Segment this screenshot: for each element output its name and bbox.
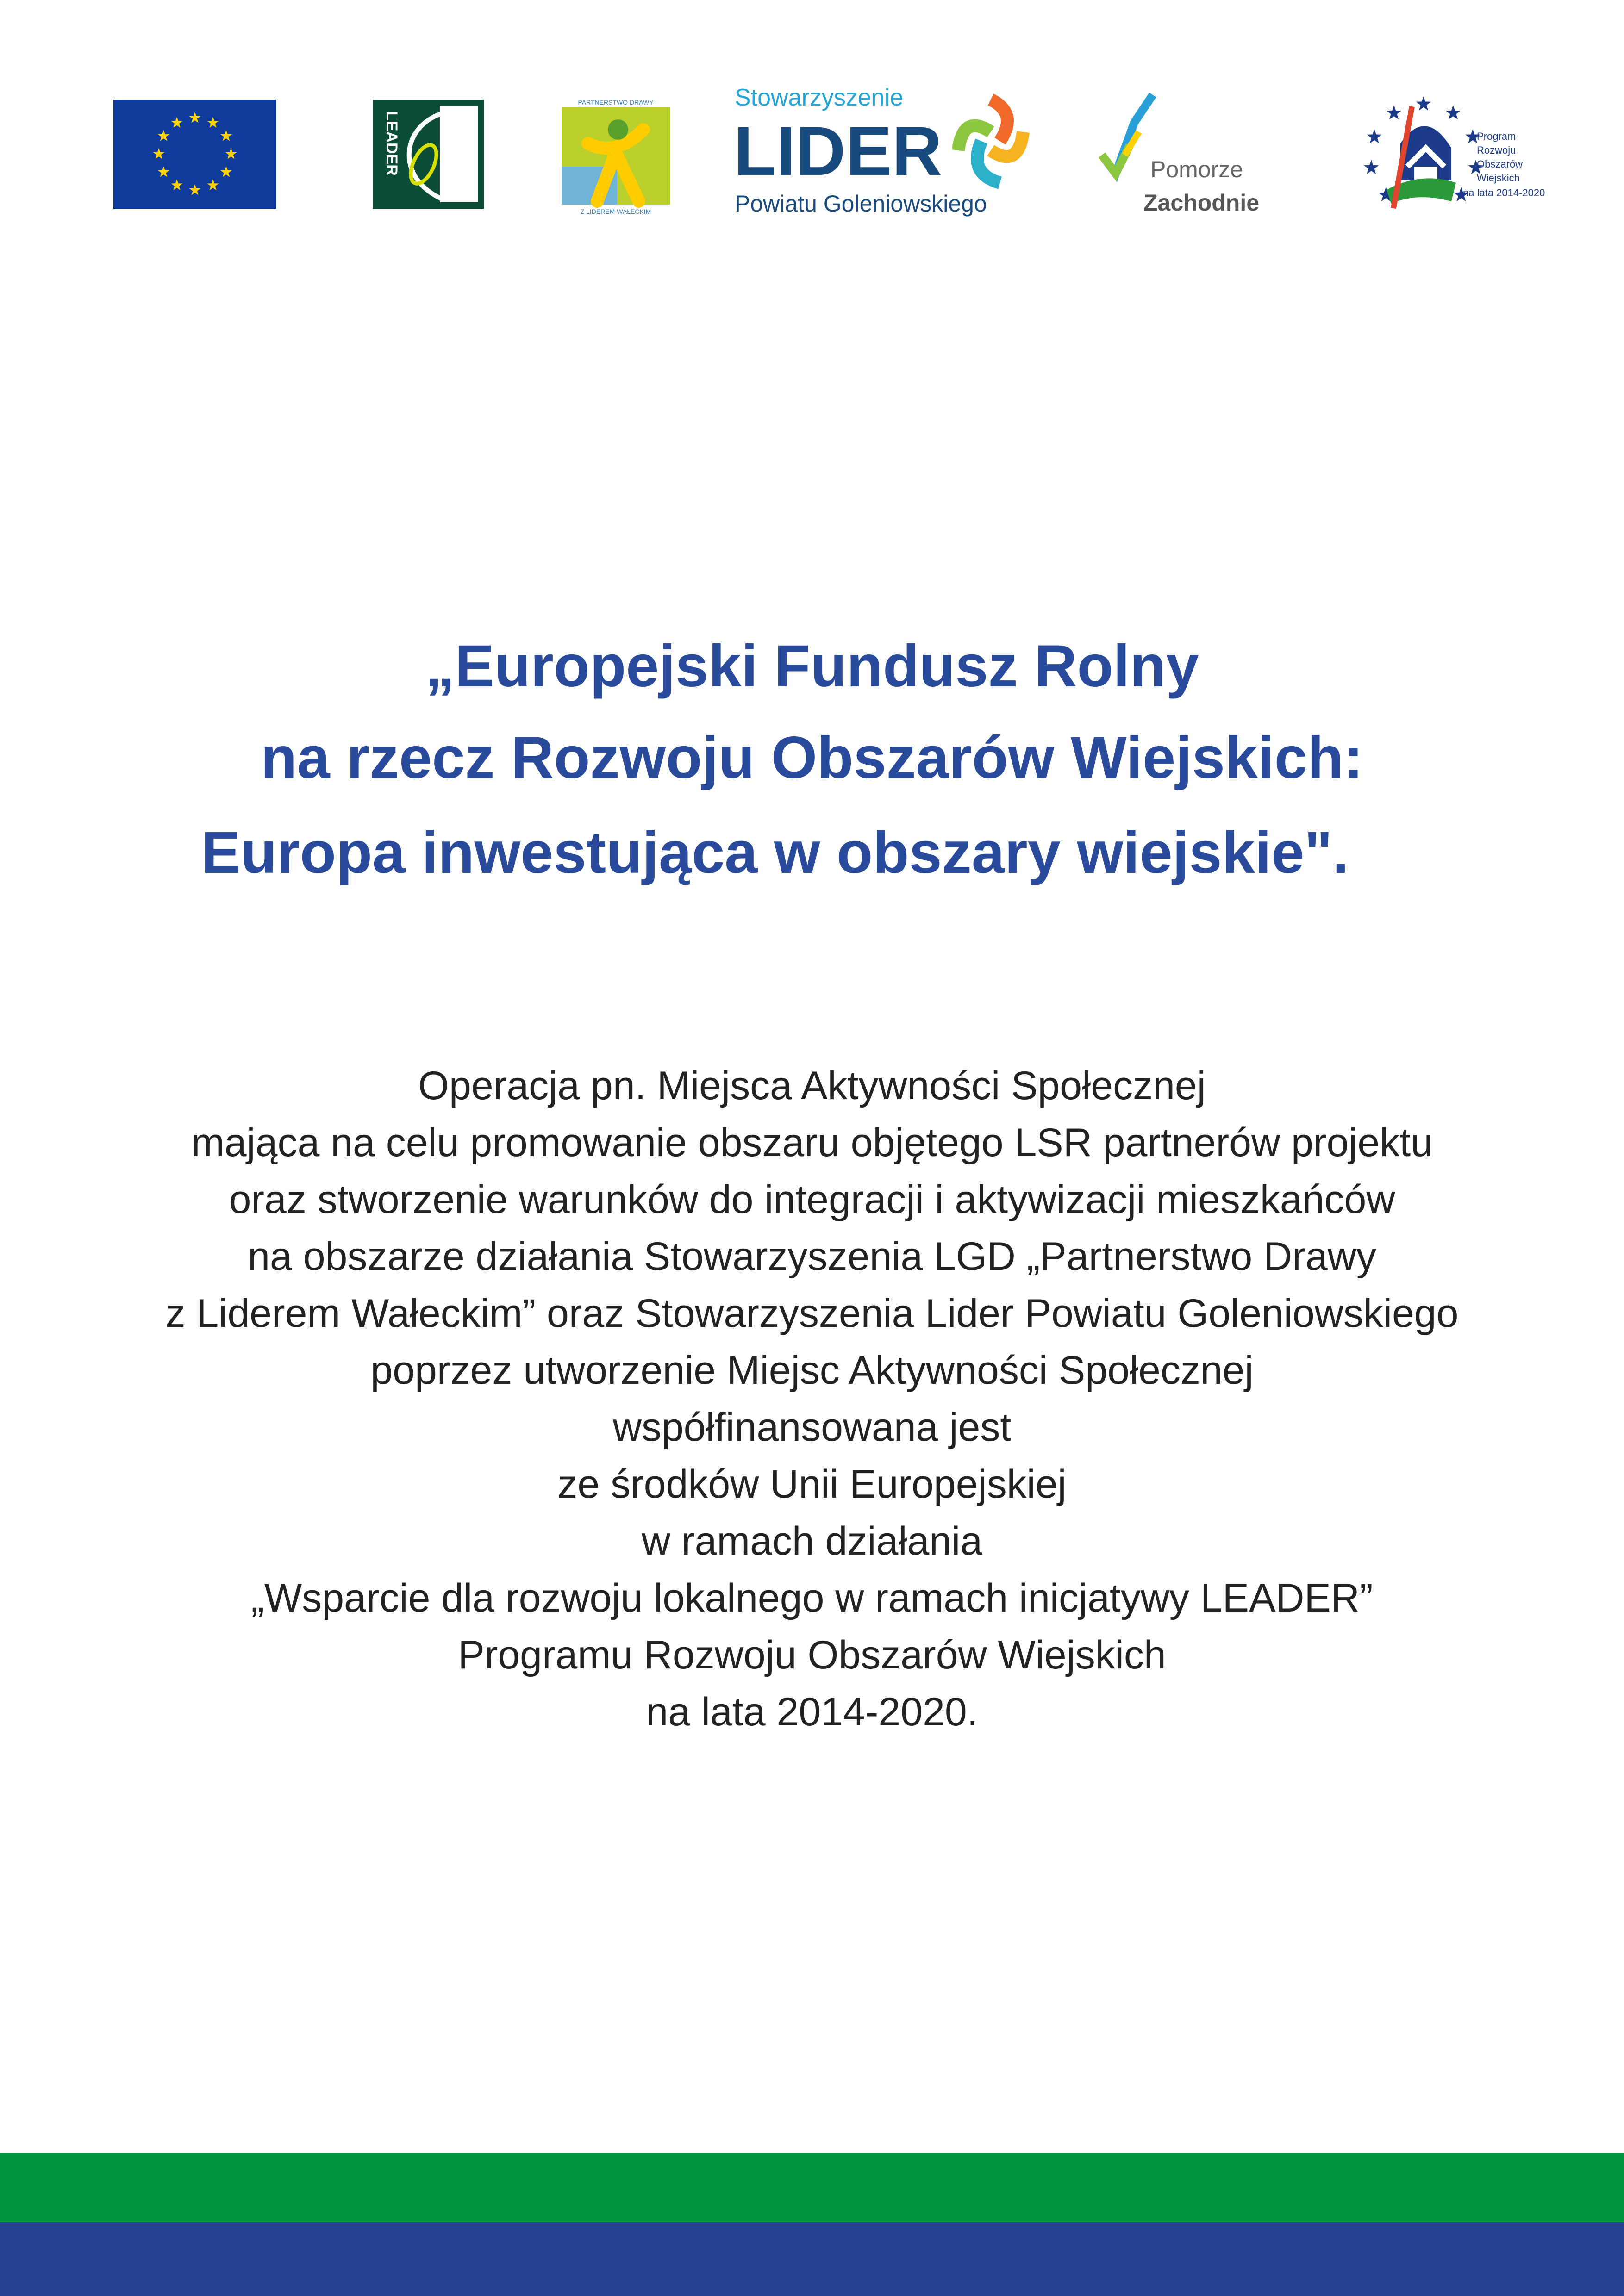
star-icon [1364,160,1379,174]
prow-line1: Program [1477,131,1516,142]
leader-logo [373,100,484,209]
footer-green-band [0,2153,1624,2222]
body-line: w ramach działania [641,1519,983,1563]
body-line: oraz stworzenie warunków do integracji i aktywizacji mieszkańców [229,1177,1395,1222]
pomorze-line2: Zachodnie [1143,190,1260,216]
body-line: na obszarze działania Stowarzyszenia LGD „Partnerstwo Drawy [248,1234,1376,1279]
partnerstwo-drawy-logo [560,97,671,216]
partnerstwo-bottom-text: Z LIDEREM WAŁECKIM [580,208,651,215]
body-line: Programu Rozwoju Obszarów Wiejskich [458,1633,1166,1677]
body-line: ze środków Unii Europejskiej [557,1462,1067,1506]
body-line: Operacja pn. Miejsca Aktywności Społecznej [418,1064,1206,1108]
title-line-1: „Europejski Fundusz Rolny [425,633,1199,699]
pomorze-zachodnie-logo [1097,95,1260,218]
body-line: „Wsparcie dla rozwoju lokalnego w ramach inicjatywy LEADER” [251,1576,1373,1620]
body-line: współfinansowana jest [612,1405,1012,1450]
star-icon [1387,105,1401,119]
title-line-2: na rzecz Rozwoju Obszarów Wiejskich: [261,725,1363,791]
prow-logo [1343,97,1545,215]
eu-flag-icon [113,100,276,209]
pomorze-line1: Pomorze [1150,156,1243,182]
leader-text: LEADER [383,111,400,176]
lider-logo [734,83,1030,218]
body-line: na lata 2014-2020. [646,1690,978,1734]
lider-line1: Stowarzyszenie [735,84,904,111]
star-icon [1446,105,1461,119]
star-icon [1416,96,1431,111]
operation-description [0,1058,1624,1741]
prow-line3: Obszarów [1477,158,1523,170]
prow-line4: Wiejskich [1477,172,1520,184]
title-line-3: Europa inwestująca w obszary wiejskie". [201,820,1349,886]
body-line: poprzez utworzenie Miejsc Aktywności Społecznej [370,1348,1254,1393]
lider-line3: Powiatu Goleniowskiego [735,191,987,217]
lider-line2: LIDER [734,112,942,190]
prow-line2: Rozwoju [1477,144,1516,156]
body-line: mająca na celu promowanie obszaru objętego LSR partnerów projektu [191,1120,1433,1165]
star-icon [1367,129,1382,143]
body-line: z Liderem Wałeckim” oraz Stowarzyszenia Lider Powiatu Goleniowskiego [165,1291,1459,1336]
prow-line5: na lata 2014-2020 [1463,187,1545,199]
footer-blue-band [0,2222,1624,2296]
partnerstwo-top-text: PARTNERSTWO DRAWY [578,99,654,106]
